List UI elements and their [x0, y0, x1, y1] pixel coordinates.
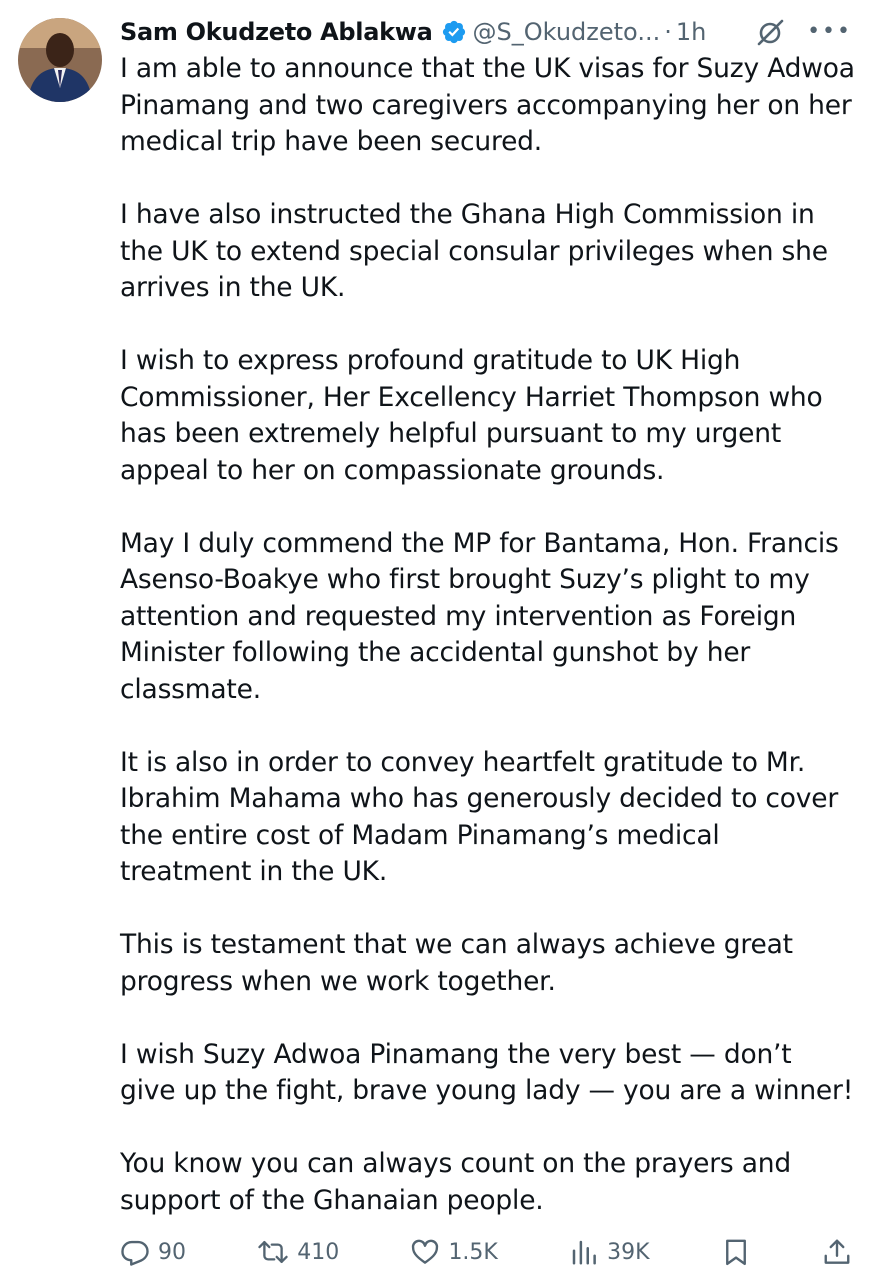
tweet-paragraph: I wish to express profound gratitude to UK High Commissioner, Her Excellency Harriet Thompson who has been extremely helpful pursuant to my urgent appeal to her on compassionate grounds. [120, 345, 823, 486]
tweet-paragraph: I have also instructed the Ghana High Commission in the UK to extend special consular privileges when she arrives in the UK. [120, 199, 828, 303]
views-button[interactable] [569, 1237, 649, 1267]
reply-count: 90 [158, 1239, 186, 1265]
avatar[interactable] [18, 18, 102, 102]
author-handle[interactable]: @S_Okudzeto... [472, 18, 661, 46]
bookmark-button[interactable] [721, 1237, 751, 1267]
verified-badge-icon [441, 19, 467, 45]
repost-count: 410 [297, 1239, 340, 1265]
tweet-paragraph: I am able to announce that the UK visas for Suzy Adwoa Pinamang and two caregivers accompanying her on her medical trip have been secured. [120, 53, 855, 157]
tweet-paragraph: I wish Suzy Adwoa Pinamang the very best — don’t give up the fight, brave young lady — you are a winner! [120, 1038, 854, 1106]
share-button[interactable] [822, 1237, 852, 1267]
separator-dot: · [664, 18, 672, 46]
tweet-paragraph: May I duly commend the MP for Bantama, Hon. Francis Asenso-Boakye who first brought Suzy’s plight to my attention and requested my intervention as Foreign Minister following the accidental gunshot by her classmate. [120, 527, 839, 705]
more-options-icon[interactable]: ••• [807, 19, 852, 44]
tweet-header [120, 14, 852, 50]
repost-icon [257, 1237, 289, 1267]
bookmark-icon [721, 1237, 751, 1267]
timestamp[interactable]: 1h [675, 18, 707, 46]
reply-icon [120, 1237, 150, 1267]
tweet-paragraph: You know you can always count on the prayers and support of the Ghanaian people. [120, 1148, 791, 1216]
reply-button[interactable] [120, 1237, 186, 1267]
grok-icon[interactable] [755, 16, 787, 48]
views-count: 39K [607, 1239, 650, 1265]
views-icon [569, 1237, 599, 1267]
like-button[interactable] [410, 1237, 497, 1267]
author-name[interactable]: Sam Okudzeto Ablakwa [120, 18, 433, 46]
action-bar [120, 1232, 852, 1272]
like-icon [410, 1237, 440, 1267]
tweet-paragraph: This is testament that we can always achieve great progress when we work together. [120, 929, 793, 997]
repost-button[interactable] [257, 1237, 339, 1267]
like-count: 1.5K [448, 1239, 498, 1265]
tweet-paragraph: It is also in order to convey heartfelt gratitude to Mr. Ibrahim Mahama who has generously decided to cover the entire cost of Madam Pinamang’s medical treatment in the UK. [120, 746, 839, 887]
tweet-text [120, 51, 855, 1219]
share-icon [822, 1237, 852, 1267]
